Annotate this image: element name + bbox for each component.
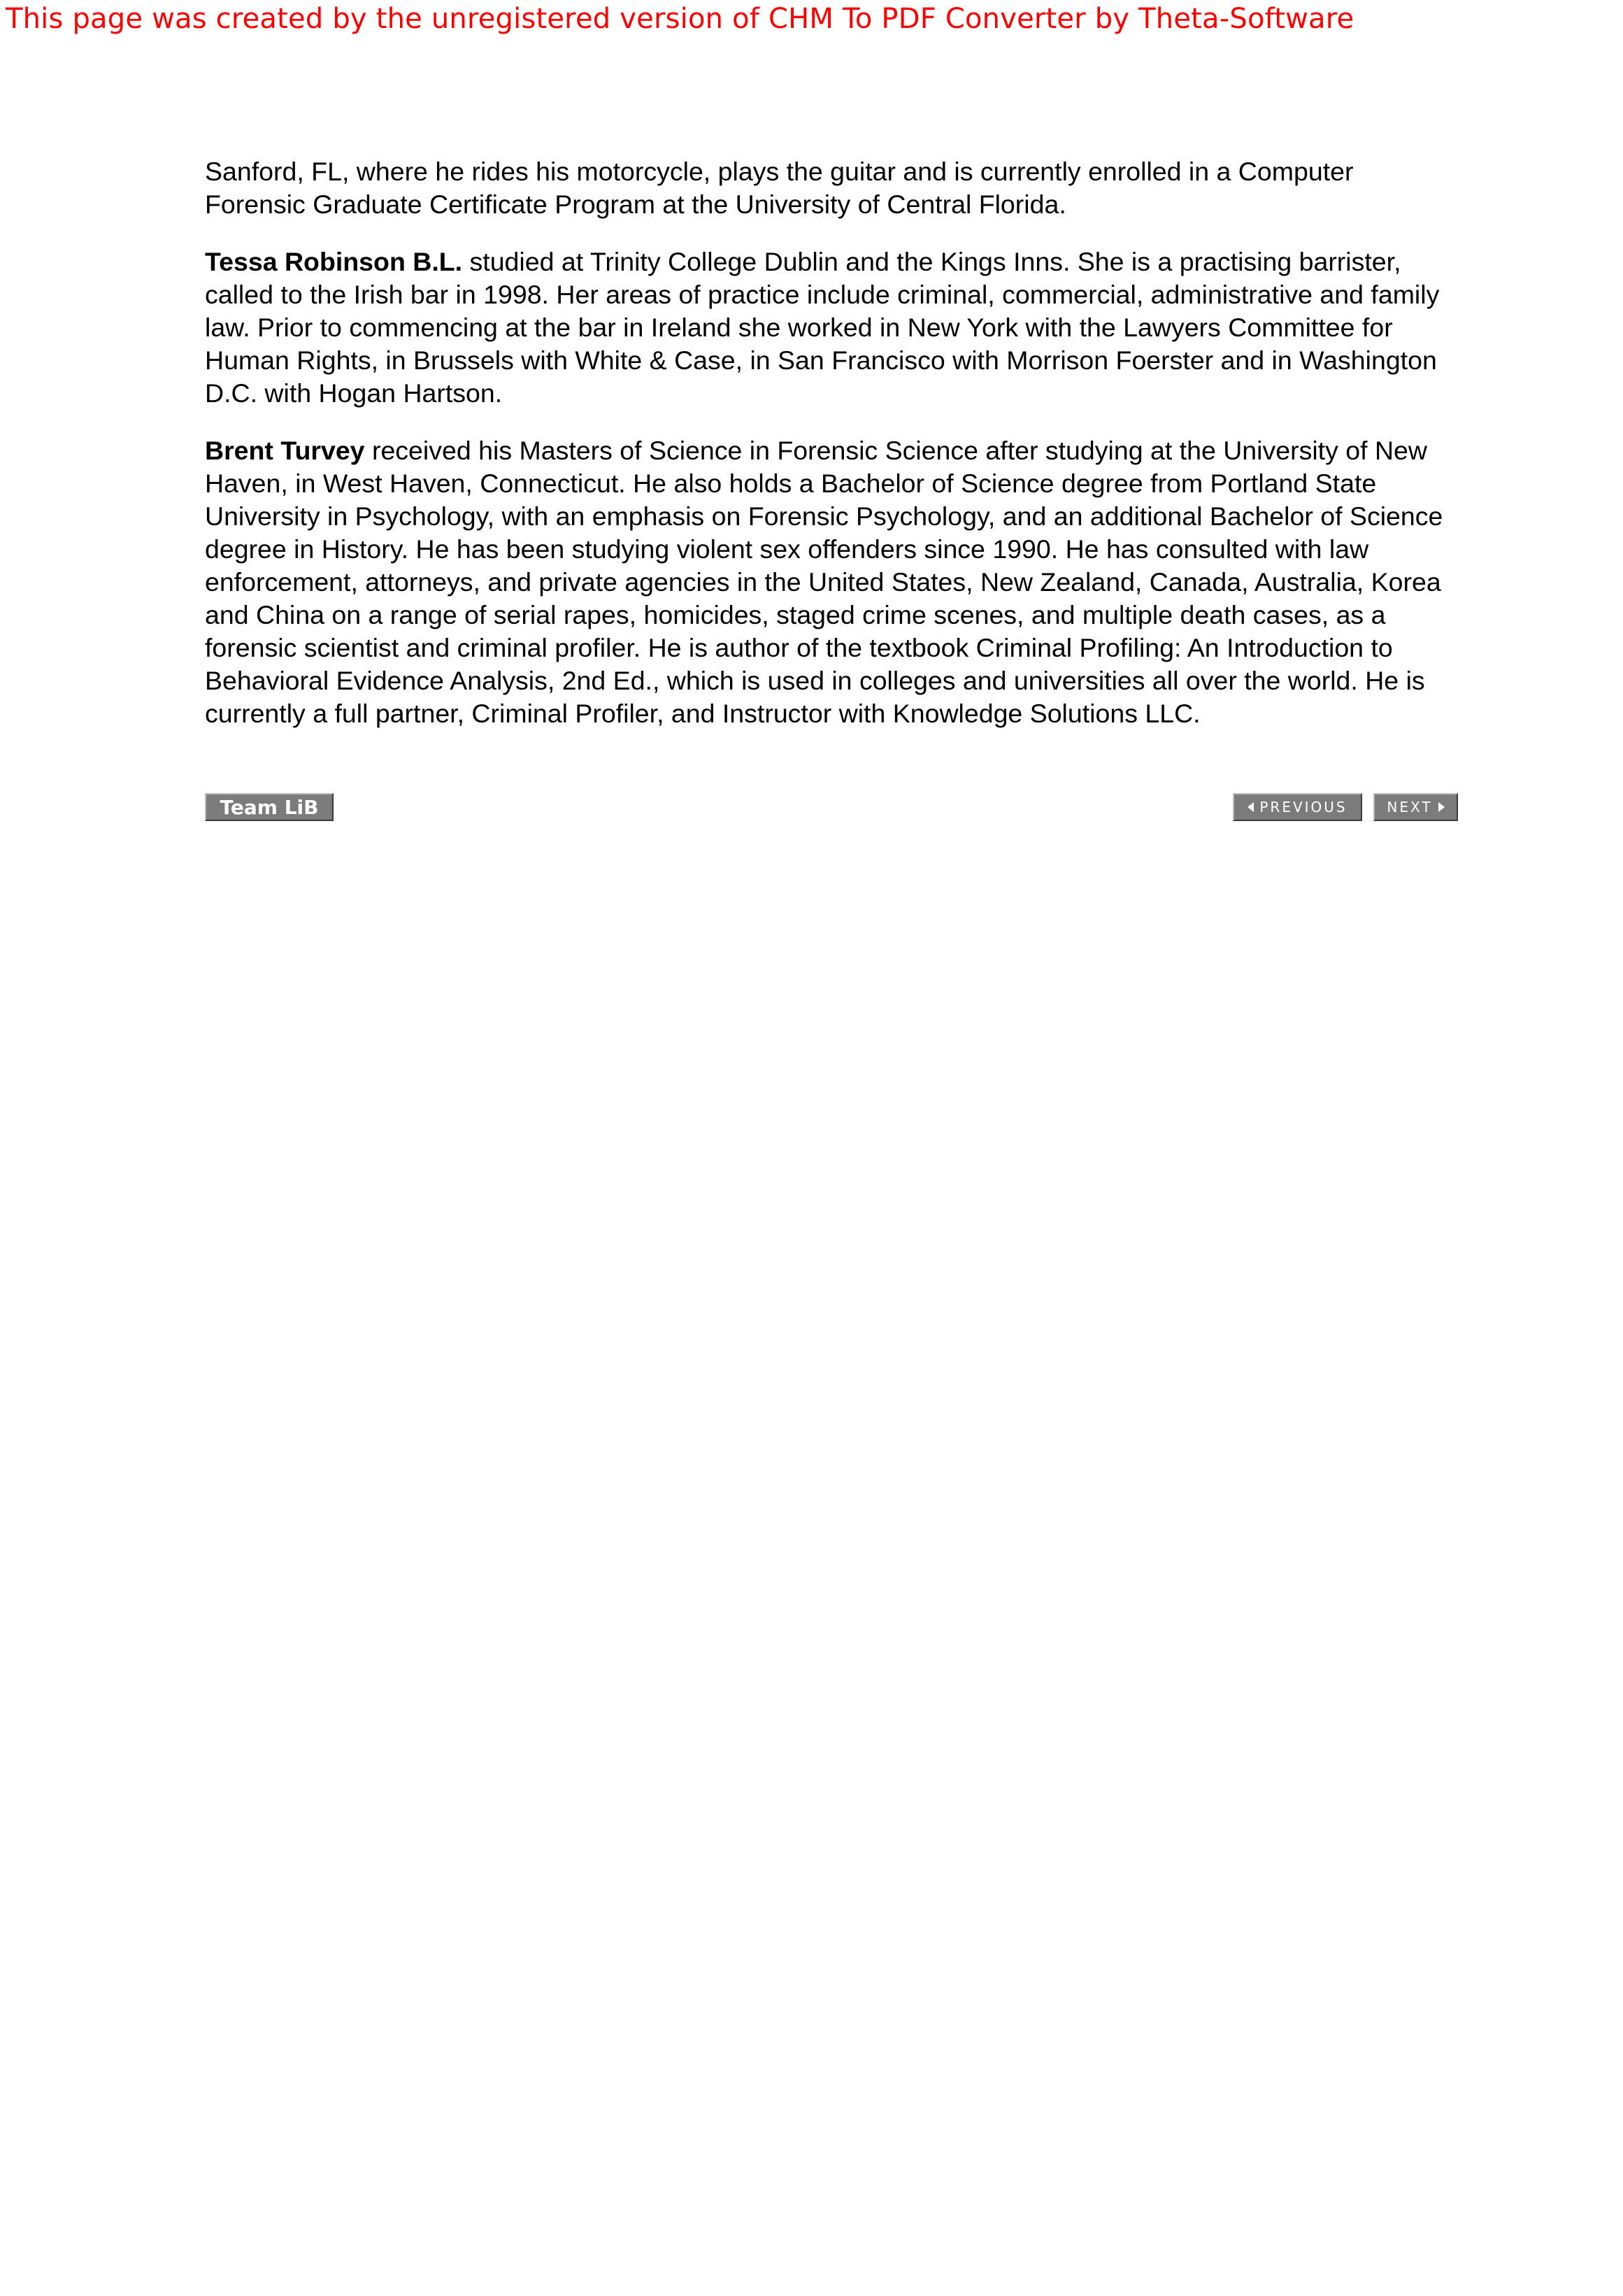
paragraph-name: Tessa Robinson B.L.	[205, 247, 463, 276]
team-lib-label: Team LiB	[220, 795, 319, 819]
team-lib-button[interactable]	[205, 793, 334, 821]
paragraph-tessa-robinson	[205, 245, 1457, 410]
next-button[interactable]	[1373, 793, 1458, 821]
page-navigation	[205, 793, 1458, 824]
document-body	[205, 155, 1457, 755]
paragraph-sanford	[205, 155, 1457, 221]
previous-button[interactable]	[1233, 793, 1362, 821]
paragraph-text: studied at Trinity College Dublin and the Kings Inns. She is a practising barrister, called to the Irish bar in 1998. Her areas of practice include criminal, commercial, administrative and family law. Prior to commencing at the bar in Ireland she worked in New York with the Lawyers Committee for Human Rights, in Brussels with White & Case, in San Francisco with Morrison Foerster and in Washington D.C. with Hogan Hartson.	[205, 247, 1440, 408]
paragraph-text: Sanford, FL, where he rides his motorcycle, plays the guitar and is currently enrolled in a Computer Forensic Graduate Certificate Program at the University of Central Florida.	[205, 157, 1354, 219]
arrow-right-icon	[1438, 802, 1445, 812]
previous-label: PREVIOUS	[1259, 799, 1347, 815]
paragraph-brent-turvey	[205, 434, 1457, 730]
next-label: NEXT	[1387, 799, 1433, 815]
arrow-left-icon	[1247, 802, 1254, 812]
paragraph-text: received his Masters of Science in Forensic Science after studying at the University of New Haven, in West Haven, Connecticut. He also holds a Bachelor of Science degree from Portland State University in Psychology, with an emphasis on Forensic Psychology, and an additional Bachelor of Science degree in History. He has been studying violent sex offenders since 1990. He has consulted with law enforcement, attorneys, and private agencies in the United States, New Zealand, Canada, Australia, Korea and China on a range of serial rapes, homicides, staged crime scenes, and multiple death cases, as a forensic scientist and criminal profiler. He is author of the textbook Criminal Profiling: An Introduction to Behavioral Evidence Analysis, 2nd Ed., which is used in colleges and universities all over the world. He is currently a full partner, Criminal Profiler, and Instructor with Knowledge Solutions LLC.	[205, 436, 1443, 728]
converter-watermark: This page was created by the unregistered version of CHM To PDF Converter by Theta-Software	[6, 3, 1354, 35]
paragraph-name: Brent Turvey	[205, 436, 365, 465]
